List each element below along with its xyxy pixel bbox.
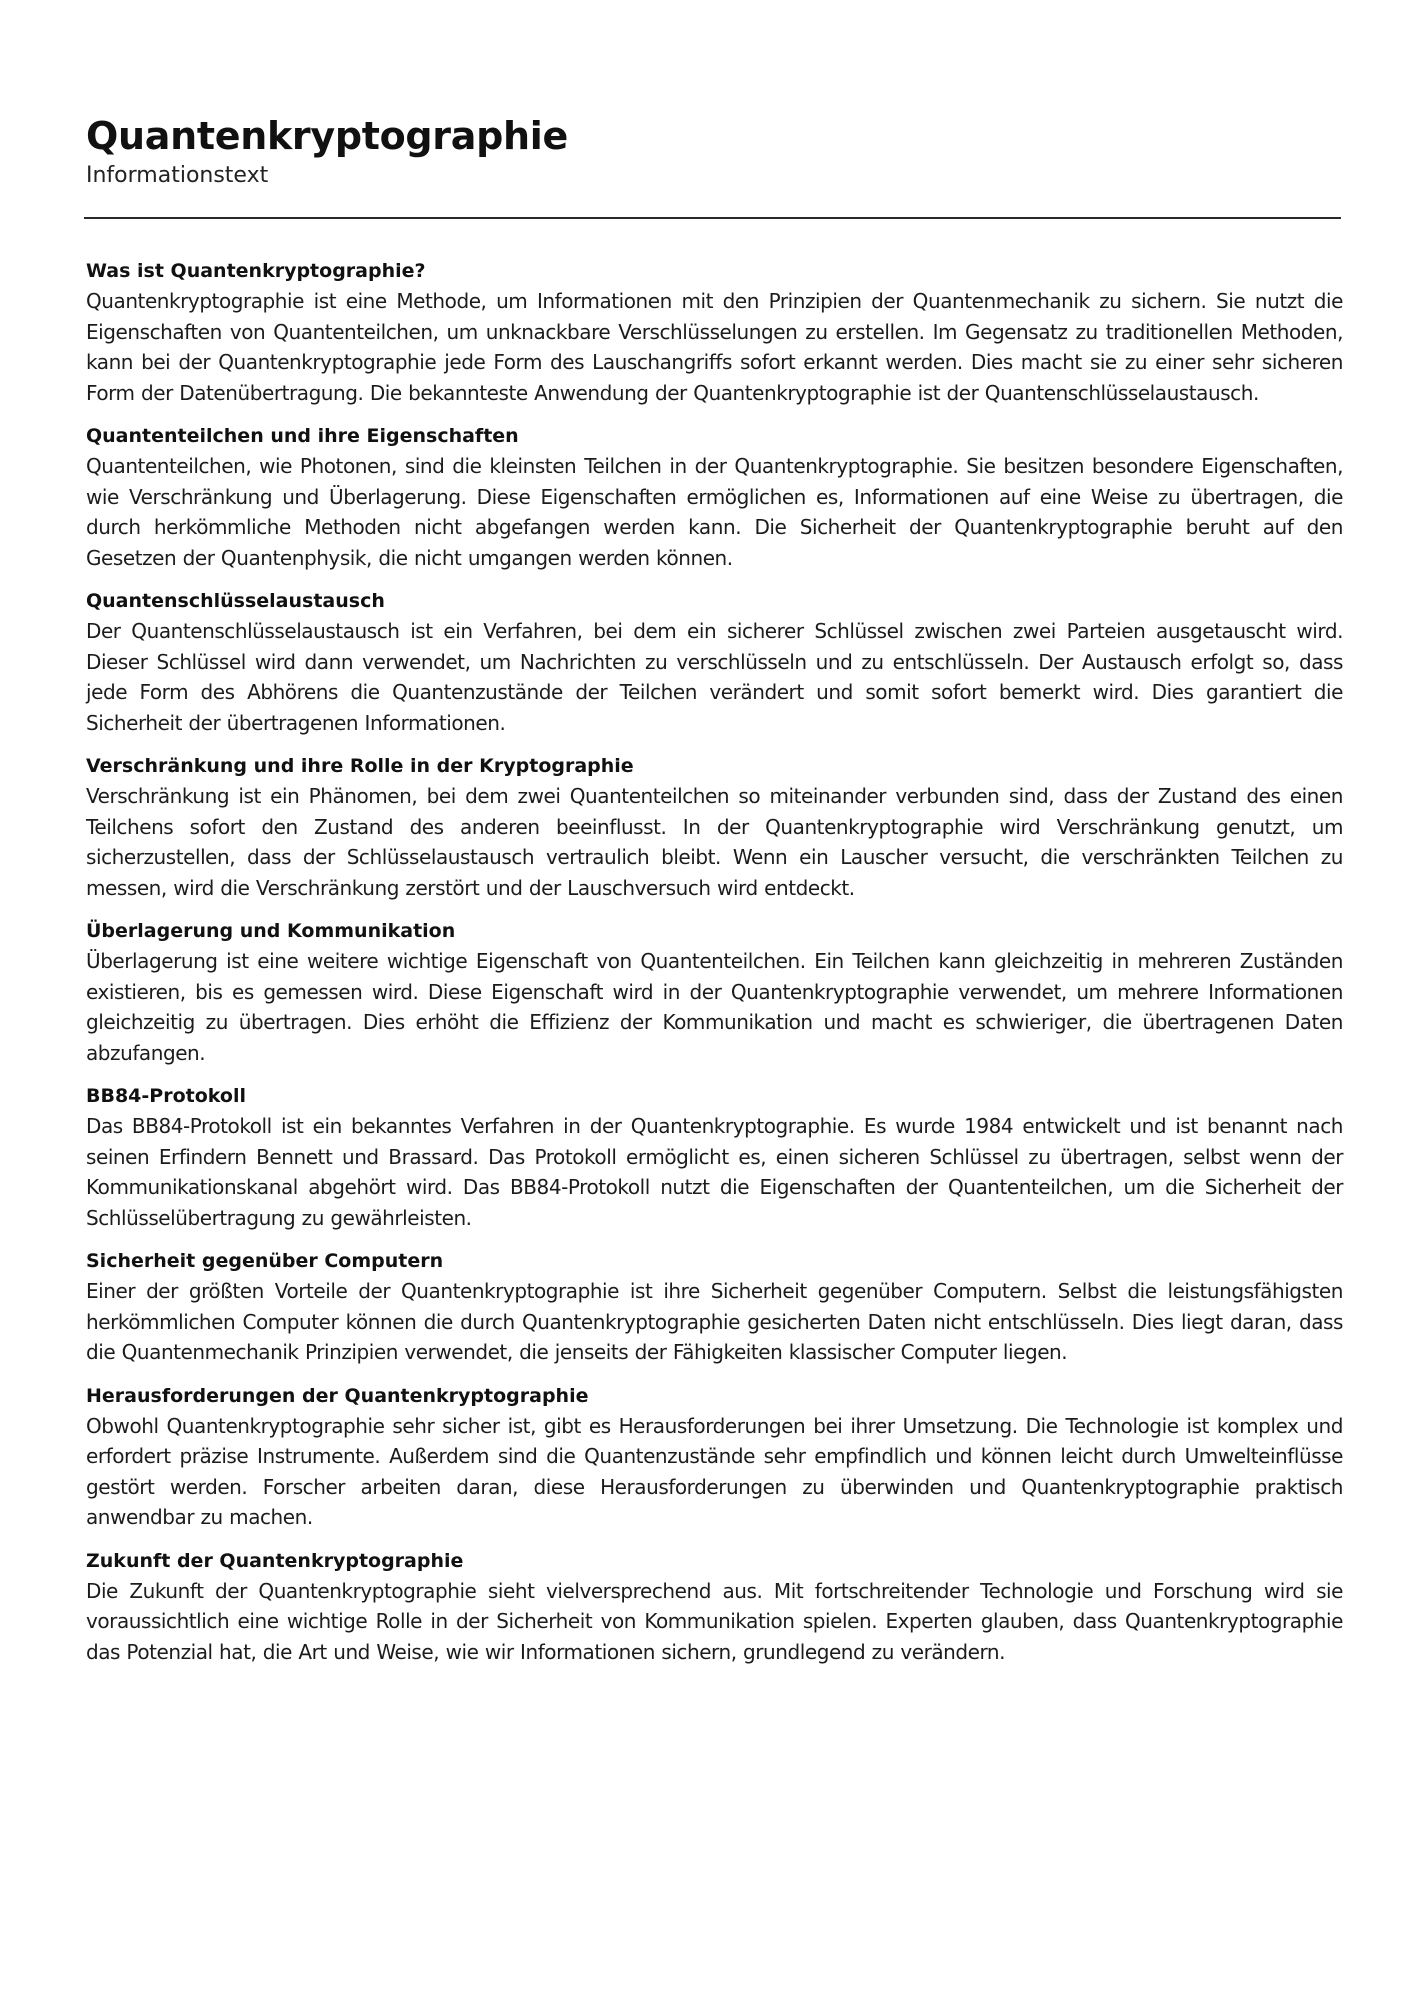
section-heading: Herausforderungen der Quantenkryptographie	[86, 1384, 589, 1407]
section-paragraph: Verschränkung ist ein Phänomen, bei dem zwei Quantenteilchen so miteinander verbunden sind, dass der Zustand des einen Teilchens sofort den Zustand des anderen beeinflusst. In der Quantenkryptographie wird Verschränkung genutzt, um sicherzustellen, dass der Schlüsselaustausch vertraulich bleibt. Wenn ein Lauscher versucht, die verschränkten Teilchen zu messen, wird die Verschränkung zerstört und der Lauschversuch wird entdeckt.	[86, 784, 1343, 900]
section-paragraph: Das BB84-Protokoll ist ein bekanntes Verfahren in der Quantenkryptographie. Es wurde 1984 entwickelt und ist benannt nach seinen Erfindern Bennett und Brassard. Das Protokoll ermöglicht es, einen sicheren Schlüssel zu übertragen, selbst wenn der Kommunikationskanal abgehört wird. Das BB84-Protokoll nutzt die Eigenschaften der Quantenteilchen, um die Sicherheit der Schlüsselübertragung zu gewährleisten.	[86, 1114, 1343, 1230]
section-heading: BB84-Protokoll	[86, 1085, 246, 1107]
section-heading: Sicherheit gegenüber Computern	[86, 1250, 444, 1272]
section-quantenschluesselaustausch	[86, 587, 1343, 738]
section-paragraph: Der Quantenschlüsselaustausch ist ein Verfahren, bei dem ein sicherer Schlüssel zwischen zwei Parteien ausgetauscht wird. Dieser Schlüssel wird dann verwendet, um Nachrichten zu verschlüsseln und zu entschlüsseln. Der Austausch erfolgt so, dass jede Form des Abhörens die Quantenzustände der Teilchen verändert und somit sofort bemerkt wird. Dies garantiert die Sicherheit der übertragenen Informationen.	[86, 619, 1343, 735]
section-quantenteilchen	[86, 422, 1343, 573]
document-header	[86, 112, 1343, 192]
section-paragraph: Die Zukunft der Quantenkryptographie sieht vielversprechend aus. Mit fortschreitender Technologie und Forschung wird sie voraussichtlich eine wichtige Rolle in der Sicherheit von Kommunikation spielen. Experten glauben, dass Quantenkryptographie das Potenzial hat, die Art und Weise, wie wir Informationen sichern, grundlegend zu verändern.	[86, 1578, 1343, 1664]
section-paragraph: Quantenkryptographie ist eine Methode, um Informationen mit den Prinzipien der Quantenmechanik zu sichern. Sie nutzt die Eigenschaften von Quantenteilchen, um unknackbare Verschlüsselungen zu erstellen. Im Gegensatz zu traditionellen Methoden, kann bei der Quantenkryptographie jede Form des Lauschangriffs sofort erkannt werden. Dies macht sie zu einer sehr sicheren Form der Datenübertragung. Die bekannteste Anwendung der Quantenkryptographie ist der Quantenschlüsselaustausch.	[86, 289, 1343, 405]
section-paragraph: Obwohl Quantenkryptographie sehr sicher ist, gibt es Herausforderungen bei ihrer Umsetzung. Die Technologie ist komplex und erfordert präzise Instrumente. Außerdem sind die Quantenzustände sehr empfindlich und können leicht durch Umwelteinflüsse gestört werden. Forscher arbeiten daran, diese Herausforderungen zu überwinden und Quantenkryptographie praktisch anwendbar zu machen.	[86, 1413, 1343, 1529]
section-sicherheit-computer	[86, 1247, 1343, 1368]
section-verschraenkung	[86, 752, 1343, 903]
document-subtitle: Informationstext	[86, 163, 269, 188]
section-paragraph: Quantenteilchen, wie Photonen, sind die kleinsten Teilchen in der Quantenkryptographie. Sie besitzen besondere Eigenschaften, wie Verschränkung und Überlagerung. Diese Eigenschaften ermöglichen es, Informationen auf eine Weise zu übertragen, die durch herkömmliche Methoden nicht abgefangen werden kann. Die Sicherheit der Quantenkryptographie beruht auf den Gesetzen der Quantenphysik, die nicht umgangen werden können.	[86, 454, 1343, 570]
section-herausforderungen	[86, 1382, 1343, 1533]
section-heading: Zukunft der Quantenkryptographie	[86, 1549, 464, 1572]
section-was-ist-quantenkryptographie	[86, 257, 1343, 408]
section-heading: Was ist Quantenkryptographie?	[86, 260, 426, 282]
section-heading: Verschränkung und ihre Rolle in der Kryptographie	[86, 755, 634, 777]
section-zukunft	[86, 1547, 1343, 1668]
section-paragraph: Überlagerung ist eine weitere wichtige Eigenschaft von Quantenteilchen. Ein Teilchen kann gleichzeitig in mehreren Zuständen existieren, bis es gemessen wird. Diese Eigenschaft wird in der Quantenkryptographie verwendet, um mehrere Informationen gleichzeitig zu übertragen. Dies erhöht die Effizienz der Kommunikation und macht es schwieriger, die übertragenen Daten abzufangen.	[86, 949, 1343, 1065]
section-heading: Überlagerung und Kommunikation	[86, 920, 456, 942]
section-paragraph: Einer der größten Vorteile der Quantenkryptographie ist ihre Sicherheit gegenüber Computern. Selbst die leistungsfähigsten herkömmlichen Computer können die durch Quantenkryptographie gesicherten Daten nicht entschlüsseln. Dies liegt daran, dass die Quantenmechanik Prinzipien verwendet, die jenseits der Fähigkeiten klassischer Computer liegen.	[86, 1279, 1343, 1364]
header-divider	[84, 217, 1341, 219]
section-heading: Quantenschlüsselaustausch	[86, 590, 385, 612]
section-ueberlagerung	[86, 917, 1343, 1068]
document-body	[86, 257, 1343, 1667]
document-title: Quantenkryptographie	[86, 114, 568, 158]
section-bb84-protokoll	[86, 1082, 1343, 1233]
section-heading: Quantenteilchen und ihre Eigenschaften	[86, 425, 519, 447]
